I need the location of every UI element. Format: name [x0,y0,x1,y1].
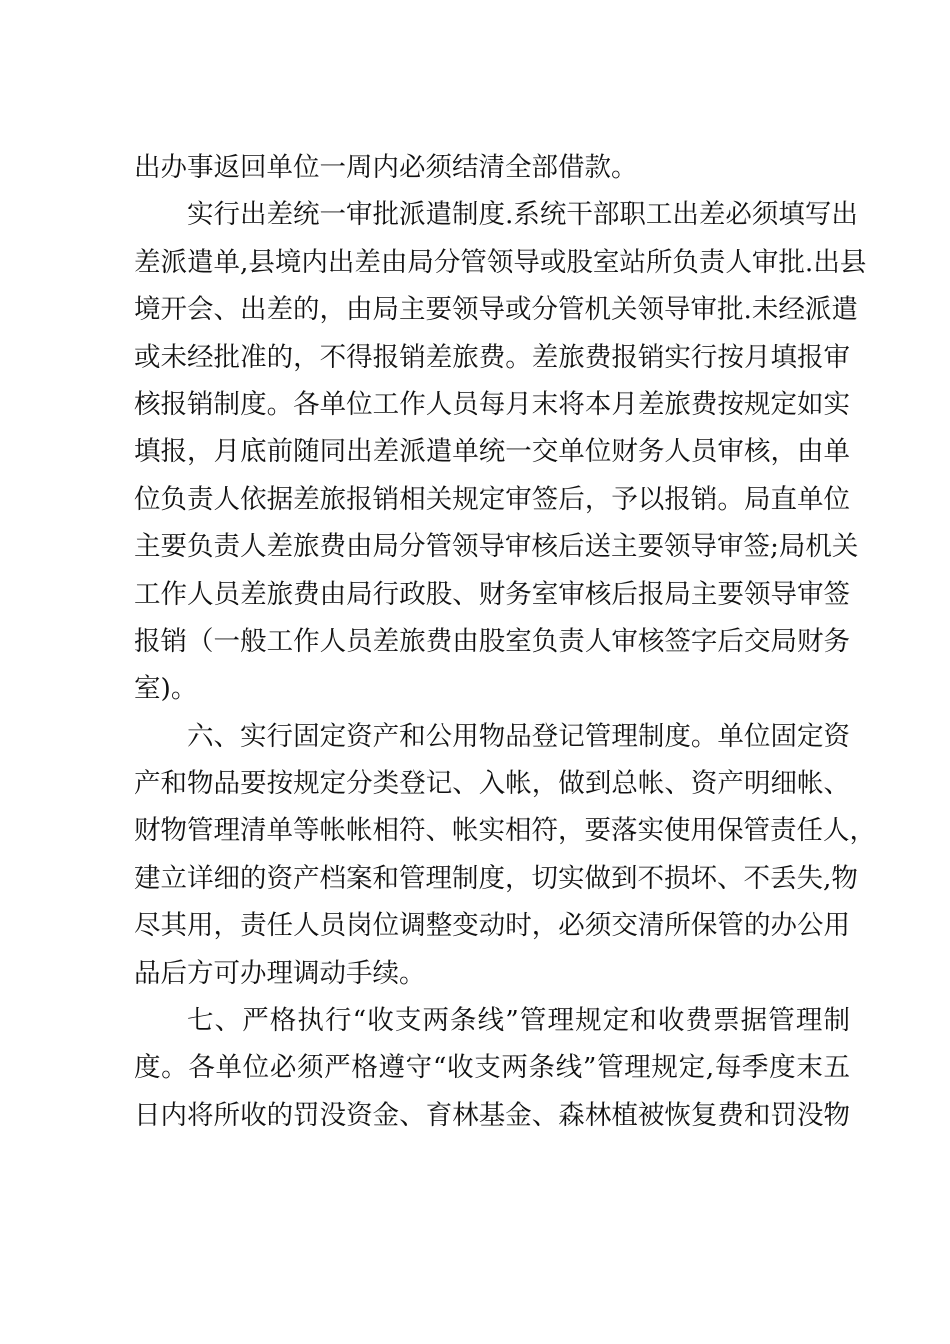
paragraph [134,191,867,712]
document-body [134,144,876,1139]
text-line: 报销（一般工作人员差旅费由股室负责人审核签字后交局财务 [134,625,850,657]
paragraph [134,997,850,1139]
text-line: 建立详细的资产档案和管理制度，切实做到不损坏、不丢失,物 [134,862,858,894]
text-line: 实行出差统一审批派遣制度.系统干部职工出差必须填写出 [187,199,858,231]
text-line: 日内将所收的罚没资金、育林基金、森林植被恢复费和罚没物 [134,1099,850,1131]
text-line: 财物管理清单等帐帐相符、帐实相符，要落实使用保管责任人， [134,815,876,847]
text-line: 或未经批准的，不得报销差旅费。差旅费报销实行按月填报审 [134,341,850,373]
text-line: 主要负责人差旅费由局分管领导审核后送主要领导审签;局机关 [134,531,859,563]
text-line: 填报，月底前随同出差派遣单统一交单位财务人员审核，由单 [134,436,850,468]
text-line: 产和物品要按规定分类登记、入帐，做到总帐、资产明细帐、 [134,768,850,800]
text-line: 度。各单位必须严格遵守“收支两条线”管理规定,每季度末五 [134,1052,850,1084]
text-line: 七、严格执行“收支两条线”管理规定和收费票据管理制 [187,1005,850,1037]
text-line: 六、实行固定资产和公用物品登记管理制度。单位固定资 [187,720,850,752]
text-line: 工作人员差旅费由局行政股、财务室审核后报局主要领导审签 [134,578,850,610]
paragraph [134,713,876,997]
text-line: 尽其用，责任人员岗位调整变动时，必须交清所保管的办公用 [134,910,850,942]
text-line: 位负责人依据差旅报销相关规定审签后，予以报销。局直单位 [134,483,850,515]
text-line: 境开会、出差的，由局主要领导或分管机关领导审批.未经派遣 [134,294,858,326]
paragraph [134,144,850,191]
text-line: 品后方可办理调动手续。 [134,957,426,989]
text-line: 核报销制度。各单位工作人员每月末将本月差旅费按规定如实 [134,388,850,420]
text-line: 室)。 [134,673,198,705]
text-line: 差派遣单,县境内出差由局分管领导或股室站所负责人审批.出县 [134,246,867,278]
text-line: 出办事返回单位一周内必须结清全部借款。 [134,152,638,183]
